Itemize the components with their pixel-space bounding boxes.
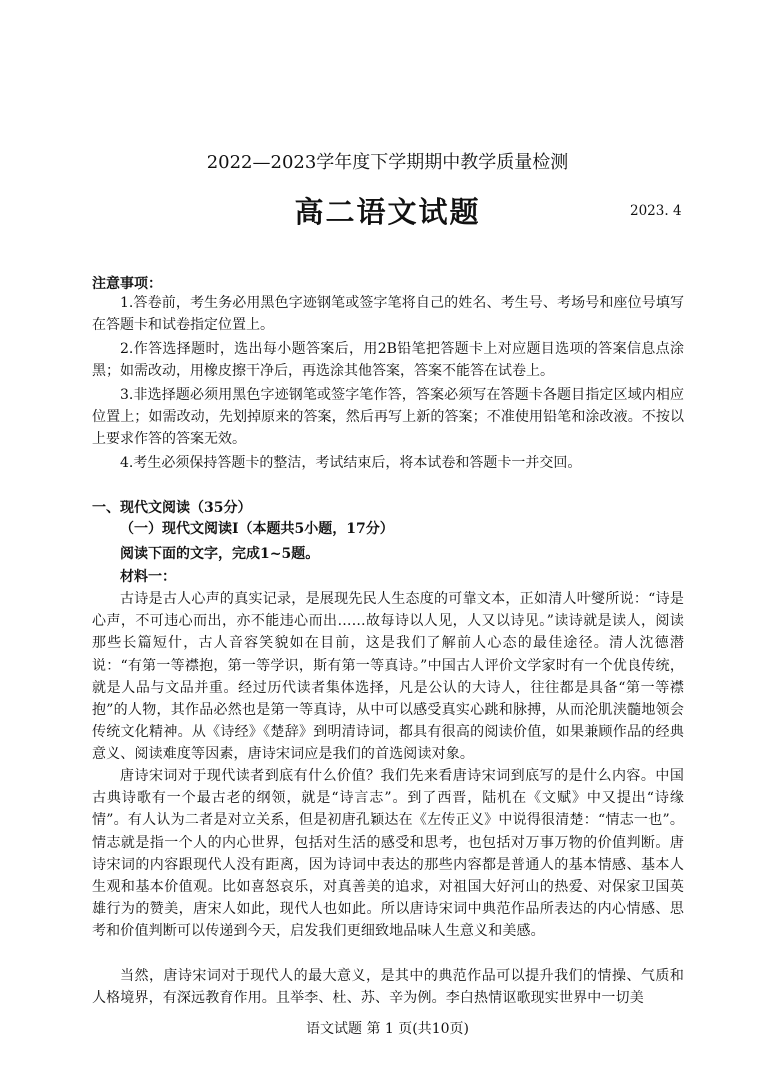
passage-paragraph-1: 古诗是古人心声的真实记录，是展现先民人生态度的可靠文本，正如清人叶燮所说：“诗是心声，不可违心而出，亦不能违心而出……故每诗以人见，人又以诗见。”读诗就是读人，阅读那些长篇短什，古人音容笑貌如在目前，这是我们了解前人心态的最佳途径。清人沈德潜说：“有第一等襟抱，第一等学识，斯有第一等真诗。”中国古人评价文学家时有一个优良传统，就是人品与文品并重。经过历代读者集体选择，凡是公认的大诗人，往往都是具备“第一等襟抱”的人物，其作品必然也是第一等真诗，从中可以感受真实心跳和脉搏，从而沦肌浃髓地领会传统文化精神。从《诗经》《楚辞》到明清诗词，都具有很高的阅读价值，如果兼顾作品的经典意义、阅读难度等因素，唐诗宋词应是我们的首选阅读对象。 (92, 591, 684, 763)
page-footer: 语文试题 第 1 页(共10页) (306, 1021, 469, 1037)
section-title: 一、现代文阅读（35分） (92, 500, 252, 516)
subsection-title: （一）现代文阅读Ⅰ（本题共5小题，17分） (120, 521, 394, 537)
material-label: 材料一： (120, 569, 176, 585)
notice-heading: 注意事项： (92, 276, 162, 292)
notice-item-1: 1.答卷前，考生务必用黑色字迹钢笔或签字笔将自己的姓名、考生号、考场号和座位号填写在答题卡和试卷指定位置上。 (92, 295, 684, 333)
notice-item-4: 4.考生必须保持答题卡的整洁，考试结束后，将本试卷和答题卡一并交回。 (120, 455, 582, 471)
notice-item-3: 3.非选择题必须用黑色字迹钢笔或签字笔作答，答案必须写在答题卡各题目指定区域内相应位置上；如需改动，先划掉原来的答案，然后再写上新的答案；不准使用铅笔和涂改液。不按以上要求作答的答案无效。 (92, 387, 684, 447)
passage-paragraph-3: 当然，唐诗宋词对于现代人的最大意义，是其中的典范作品可以提升我们的情操、气质和人格境界，有深远教育作用。且举李、杜、苏、辛为例。李白热情讴歌现实世界中一切美 (92, 968, 684, 1007)
passage-paragraph-2: 唐诗宋词对于现代读者到底有什么价值？我们先来看唐诗宋词到底写的是什么内容。中国古典诗歌有一个最古老的纲领，就是“诗言志”。到了西晋，陆机在《文赋》中又提出“诗缘情”。有人认为二者是对立关系，但是初唐孔颖达在《左传正义》中说得很清楚：“情志一也”。情志就是指一个人的内心世界，包括对生活的感受和思考，也包括对万事万物的价值判断。唐诗宋词的内容跟现代人没有距离，因为诗词中表达的那些内容都是普通人的基本情感、基本人生观和基本价值观。比如喜怒哀乐，对真善美的追求，对祖国大好河山的热爱、对保家卫国英雄行为的赞美，唐宋人如此，现代人也如此。所以唐诗宋词中典范作品所表达的内心情感、思考和价值判断可以传递到今天，启发我们更细致地品味人生意义和美感。 (92, 768, 684, 940)
exam-date: 2023. 4 (630, 203, 682, 219)
exam-title: 2022—2023学年度下学期期中教学质量检测 (206, 152, 569, 173)
main-title: 高二语文试题 (294, 195, 481, 229)
reading-instruction: 阅读下面的文字，完成1~5题。 (120, 546, 320, 562)
notice-item-2: 2.作答选择题时，选出每小题答案后，用2B铅笔把答题卡上对应题目选项的答案信息点涂黑；如需改动，用橡皮擦干净后，再选涂其他答案，答案不能答在试卷上。 (92, 341, 684, 379)
